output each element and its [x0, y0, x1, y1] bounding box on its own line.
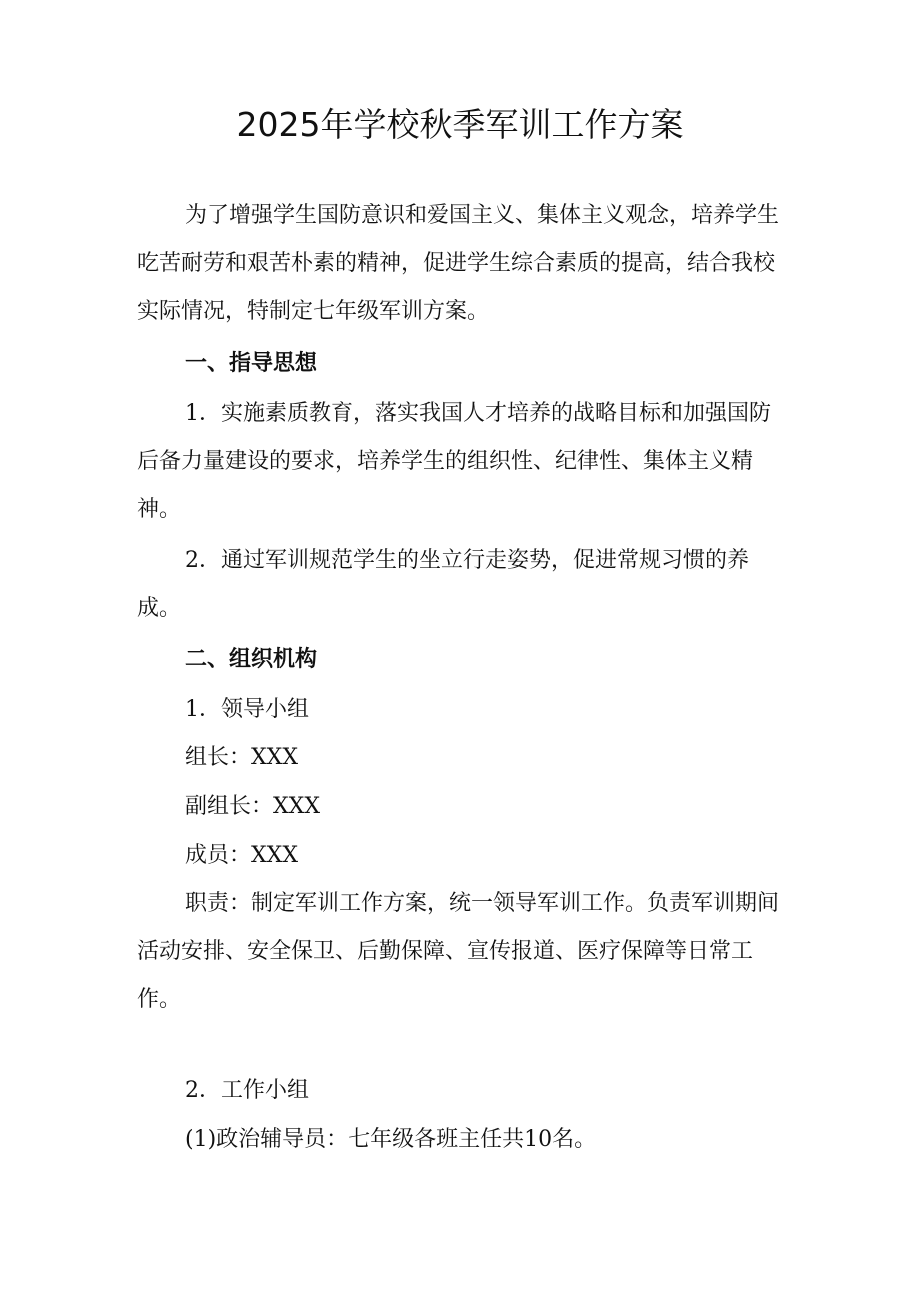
section-heading-guiding-ideology: 一、指导思想 — [185, 351, 318, 376]
vice-leader-line: 副组长：XXX — [185, 794, 320, 819]
members-line: 成员：XXX — [185, 843, 298, 868]
leader-group-heading: 1．领导小组 — [185, 697, 309, 722]
guiding-item-1: 1．实施素质教育，落实我国人才培养的战略目标和加强国防后备力量建设的要求，培养学生的组织性、纪律性、集体主义精神。 — [137, 401, 771, 522]
duty-paragraph: 职责：制定军训工作方案，统一领导军训工作。负责军训期间活动安排、安全保卫、后勤保障、宣传报道、医疗保障等日常工作。 — [137, 891, 780, 1012]
intro-paragraph: 为了增强学生国防意识和爱国主义、集体主义观念，培养学生吃苦耐劳和艰苦朴素的精神，促进学生综合素质的提高，结合我校实际情况，特制定七年级军训方案。 — [137, 203, 780, 324]
counselor-line: (1)政治辅导员：七年级各班主任共10名。 — [185, 1127, 597, 1152]
work-group-heading: 2．工作小组 — [185, 1078, 309, 1103]
guiding-item-2: 2．通过军训规范学生的坐立行走姿势，促进常规习惯的养成。 — [137, 548, 749, 621]
document-title: 2025年学校秋季军训工作方案 — [236, 105, 684, 144]
section-heading-organization: 二、组织机构 — [185, 647, 318, 672]
group-leader-line: 组长：XXX — [185, 745, 298, 770]
